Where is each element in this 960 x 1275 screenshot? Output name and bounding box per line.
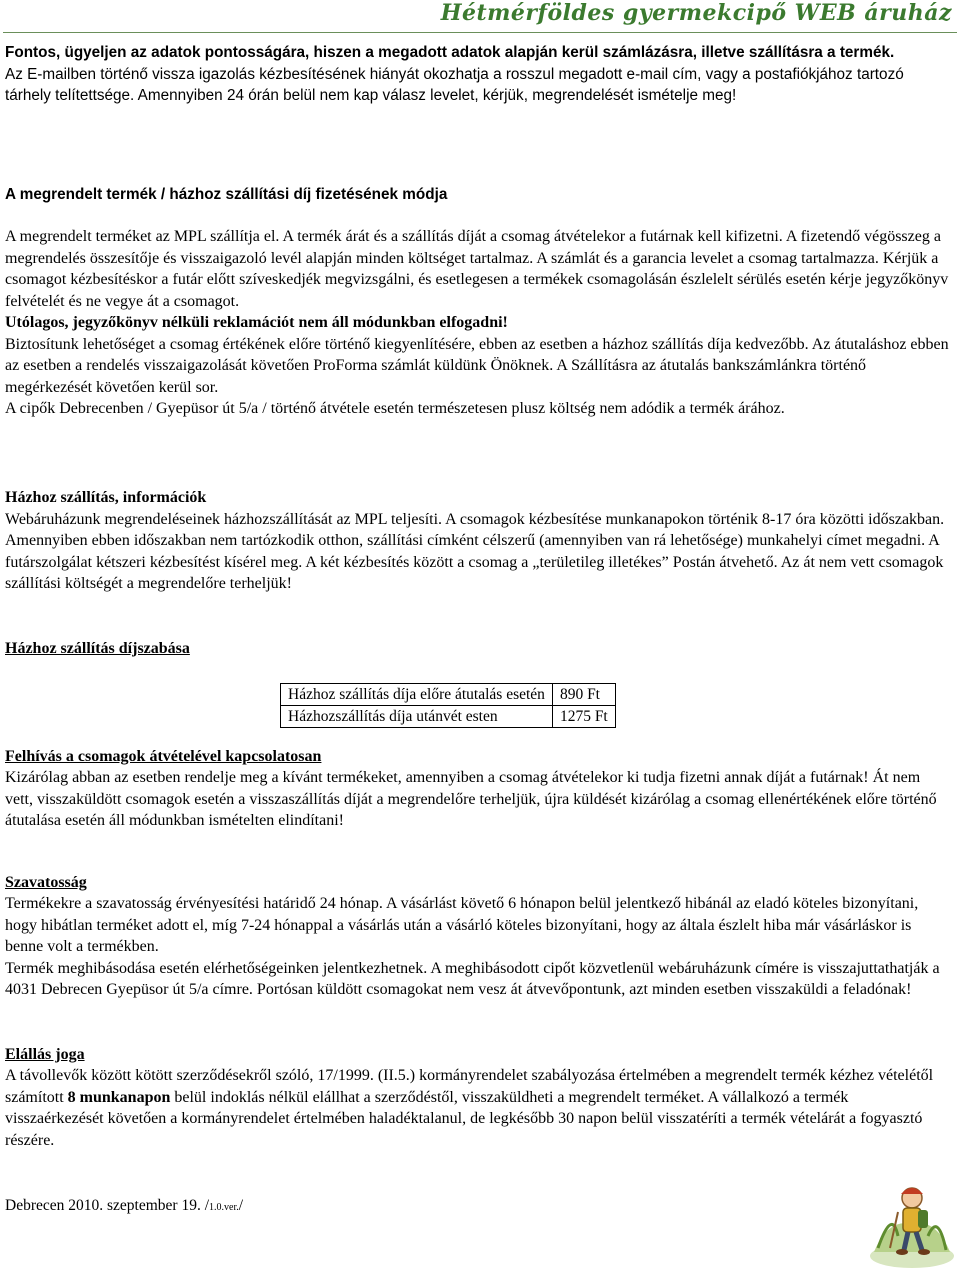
pricing-value-cell: 1275 Ft bbox=[552, 706, 615, 728]
delivery-info-heading: Házhoz szállítás, információk bbox=[5, 489, 207, 506]
payment-text-2: Biztosítunk lehetőséget a csomag értékének előre történő kiegyenlítésére, ebben az esetben a házhoz szállítás díja kedvezőbb. Az átutaláshoz ebben az esetben a rendelés visszaigazolását követően ProForma számlát küldünk Önöknek. A Szállításra az átutalás bankszámlánkra történő megérkezését követően kerül sor. bbox=[5, 335, 949, 396]
payment-bold-notice: Utólagos, jegyzőkönyv nélküli reklamációt nem áll módunkban elfogadni! bbox=[5, 314, 508, 331]
notice-section bbox=[5, 746, 950, 832]
payment-section bbox=[5, 226, 950, 420]
withdrawal-text-a: A távollevők között kötött szerződésekről szóló, 17/1999. (II.5.) kormányrendelet szabályozása értelmében a megrendelt termék kézhez vételétől számított bbox=[5, 1067, 934, 1106]
footer bbox=[5, 1197, 243, 1215]
pricing-table bbox=[280, 683, 616, 728]
pricing-label-cell: Házhoz szállítás díja előre átutalás esetén bbox=[281, 684, 553, 706]
withdrawal-days: 8 munkanapon bbox=[67, 1088, 171, 1106]
warranty-text-2: Termék meghibásodása esetén elérhetőségeinken jelentkezhetnek. A meghibásodott cipőt közvetlenül webáruházunk címére is visszajuttathatják a 4031 Debrecen Gyepüsor út 5/a címre. Portósan küldött csomagokat nem vesz át átvevőpontunk, azt minden esetben visszaküldi a feladónak! bbox=[5, 959, 940, 998]
warranty-section bbox=[5, 872, 950, 1001]
intro-warning: Fontos, ügyeljen az adatok pontosságára, hiszen a megadott adatok alapján kerül számlázásra, illetve szállításra a termék. bbox=[5, 44, 895, 61]
header-divider bbox=[3, 32, 957, 33]
payment-heading: A megrendelt termék / házhoz szállítási díj fizetésének módja bbox=[5, 186, 448, 203]
notice-heading: Felhívás a csomagok átvételével kapcsolatosan bbox=[5, 748, 322, 765]
notice-text: Kizárólag abban az esetben rendelje meg a kívánt termékeket, amennyiben a csomag átvételekor ki tudja fizetni annak díját a futárnak! Át nem vett, visszaküldött csomagok esetén a visszaszállítás díját a megrendelőre terheljük, újra küldését kizárólag a csomag ellenértékének előre történő átutalása esetén áll módunkban ismételten elindítani! bbox=[5, 769, 937, 829]
payment-section-heading-wrap bbox=[5, 184, 950, 206]
footer-version-close: / bbox=[238, 1197, 244, 1214]
payment-text-1: A megrendelt terméket az MPL szállítja el. A termék árát és a szállítás díját a csomag átvételekor a futárnak kell kifizetni. A fizetendő végösszeg a megrendelés összesítője és visszaigazoló levél alapján minden költséget tartalmaz. A számlát és a garancia levelet a csomag tartalmazza. Kérjük a csomagot kézbesítéskor a futár előtt szíveskedjék megvizsgálni, és esetlegesen a termékek csomagolásán észlelelt sérülés esetén kérje jegyzőkönyv felvételét és ne vegye át a csomagot. bbox=[5, 228, 949, 310]
payment-text-3: A cipők Debrecenben / Gyepüsor út 5/a / történő átvétele esetén természetesen plusz költség nem adódik a termék árához. bbox=[5, 400, 785, 417]
footer-date: Debrecen 2010. szeptember 19. bbox=[5, 1197, 201, 1214]
footer-version: 1.0.ver. bbox=[209, 1202, 239, 1213]
site-title: Hétmérföldes gyermekcipő WEB áruház bbox=[440, 0, 952, 26]
pricing-heading-wrap bbox=[5, 638, 950, 659]
hiking-child-logo-icon bbox=[868, 1178, 956, 1270]
withdrawal-section bbox=[5, 1044, 950, 1151]
intro-email-text: Az E-mailben történő vissza igazolás kézbesítésének hiányát okozhatja a rosszul megadott e-mail cím, vagy a postafiókjához tartozó tárhely telítettsége. Amennyiben 24 órán belül nem kap válasz levelet, kérjük, megrendelését ismételje meg! bbox=[5, 65, 904, 104]
withdrawal-heading: Elállás joga bbox=[5, 1046, 85, 1063]
pricing-heading: Házhoz szállítás díjszabása bbox=[5, 640, 190, 657]
delivery-info-text: Webáruházunk megrendeléseinek házhozszállítását az MPL teljesíti. A csomagok kézbesítése munkanapokon történik 8-17 óra közötti időszakban. Amennyiben ebben időszakban nem tartózkodik otthon, szállítási címként célszerű (amennyiben van rá lehetősége) munkahelyi címet megadni. A futárszolgálat kétszeri kézbesítést kísérel meg. A két kézbesítés között a csomag a „területileg illetékes” Postán átvehető. Az át nem vett csomagok szállítási költségét a megrendelőre terheljük! bbox=[5, 510, 945, 592]
footer-version-open: / bbox=[204, 1197, 210, 1214]
table-row bbox=[281, 706, 616, 728]
warranty-heading: Szavatosság bbox=[5, 874, 87, 891]
pricing-label-cell: Házhozszállítás díja utánvét esten bbox=[281, 706, 553, 728]
delivery-info-section bbox=[5, 487, 950, 595]
warranty-text-1: Termékekre a szavatosság érvényesítési határidő 24 hónap. A vásárlást követő 6 hónapon belül jelentkező hibánál az eladó köteles bizonyítani, hogy hibátlan terméket adott el, míg 7-24 hónappal a vásárlás után a vásárló köteles bizonyítani, hogy az általa észlelt hiba már vásárláskor is benne volt a termékben. bbox=[5, 895, 919, 955]
withdrawal-text bbox=[5, 1065, 950, 1151]
pricing-value-cell: 890 Ft bbox=[552, 684, 615, 706]
withdrawal-text-b: belül indoklás nélkül elállhat a szerződéstől, visszaküldheti a megrendelt terméket. A vállalkozó a termék visszaérkezését követően a kormányrendelet értelmében haladéktalanul, de legkésőbb 30 napon belül visszatéríti a termék vételárát a fogyasztó részére. bbox=[5, 1088, 923, 1149]
table-row bbox=[281, 684, 616, 706]
intro-section bbox=[5, 42, 950, 107]
